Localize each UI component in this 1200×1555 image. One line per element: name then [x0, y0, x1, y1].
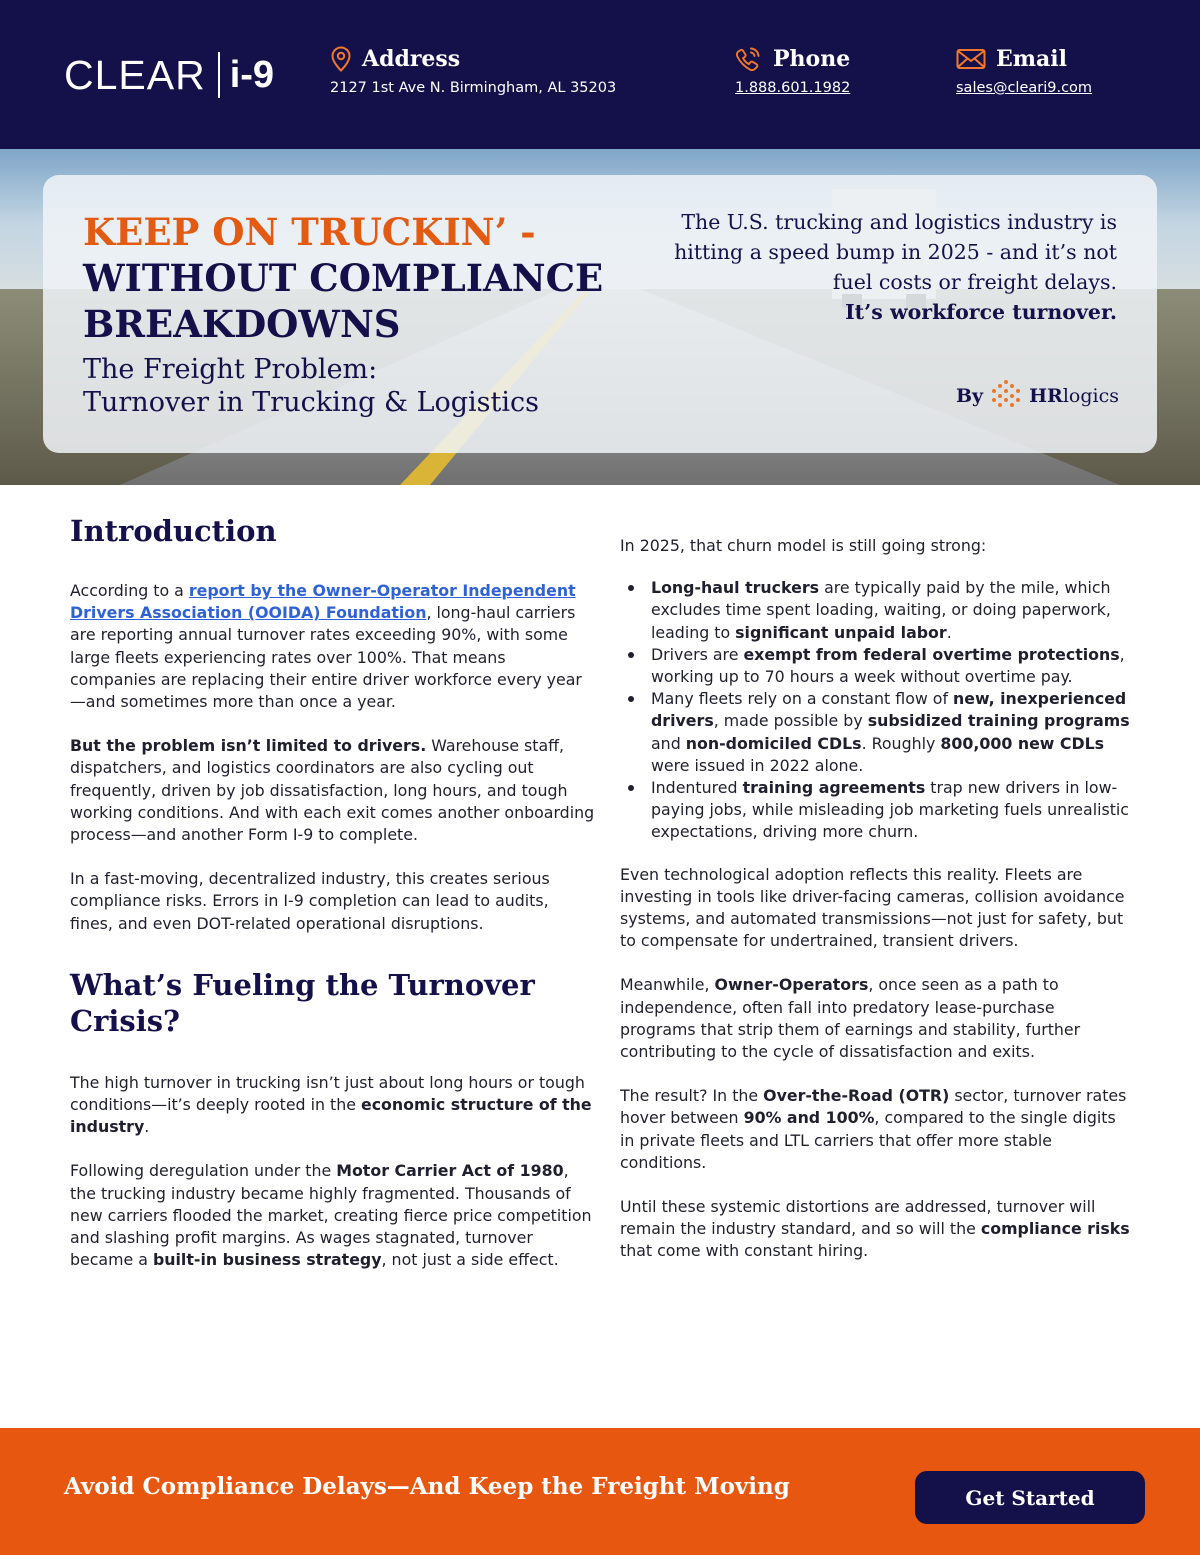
footer-bar [0, 1428, 1200, 1555]
address-title: Address [362, 46, 461, 72]
text: The high turnover in trucking isn’t just about long hours or tough conditions—it’s deeply rooted in the [70, 1072, 585, 1115]
text-bold: compliance risks [980, 1219, 1130, 1239]
list-item [620, 644, 1135, 688]
text: , once seen as a path to independence, often fall into predatory lease-purchase programs that strip them of earnings and stability, further contributing to the cycle of dissatisfaction and exits. [620, 975, 1081, 1062]
hero-title-accent: KEEP ON TRUCKIN’ - [83, 210, 536, 254]
list-item [620, 688, 1135, 777]
clear-i9-logo[interactable] [64, 50, 274, 100]
text: were issued in 2022 alone. [651, 755, 864, 775]
text: Following deregulation under the [70, 1161, 337, 1181]
fueling-paragraph-2 [70, 1160, 595, 1271]
envelope-icon [956, 48, 986, 70]
phone-link[interactable]: 1.888.601.1982 [735, 80, 851, 96]
text: Warehouse staff, dispatchers, and logistics coordinators are also cycling out frequently, driven by job dissatisfaction, long hours, and tough working conditions. And with each exit comes another onboarding process—and another Form I-9 to complete. [70, 736, 595, 845]
hero-intro-strong: It’s workforce turnover. [845, 300, 1117, 324]
hero-subtitle-line: Turnover in Trucking & Logistics [83, 387, 539, 418]
conclusion-paragraph [620, 1196, 1135, 1263]
logo-clear-text: CLEAR [64, 51, 206, 98]
text: , not just a side effect. [381, 1250, 559, 1270]
left-column [70, 513, 595, 1271]
logo-divider [218, 52, 220, 98]
hero-card [43, 175, 1157, 453]
phone-title: Phone [773, 46, 851, 72]
hero-subtitle-line: The Freight Problem: [83, 354, 378, 385]
text-bold: new, inexperienced drivers [651, 689, 1127, 731]
text: and [651, 733, 686, 753]
fueling-paragraph-1 [70, 1072, 595, 1139]
by-label: By [955, 385, 984, 407]
list-item [620, 577, 1135, 644]
hrlogics-rest: logics [1062, 385, 1119, 407]
right-column [620, 535, 1135, 1263]
intro-paragraph-1 [70, 580, 595, 713]
text-bold: Over-the-Road (OTR) [763, 1086, 950, 1106]
text: Meanwhile, [620, 975, 715, 995]
text: , long-haul carriers are reporting annual turnover rates exceeding 90%, with some large fleets experiencing rates over 100%. That means companies are replacing their entire driver workforce every year—and sometimes more than once a year. [70, 603, 582, 712]
text: . [144, 1117, 150, 1137]
churn-lead: In 2025, that churn model is still going strong: [620, 536, 987, 555]
owner-operators-paragraph [620, 974, 1135, 1063]
text-bold: significant unpaid labor [735, 622, 947, 642]
text-bold: economic structure of the industry [70, 1095, 592, 1137]
text-bold: Long-haul truckers [651, 578, 820, 598]
phone-icon [735, 46, 763, 72]
hero-subtitle [83, 353, 643, 419]
text: , compared to the single digits in private fleets and LTL carriers that offer more stable conditions. [620, 1108, 1116, 1172]
text: , made possible by [713, 711, 868, 731]
technology-paragraph: Even technological adoption reflects this reality. Fleets are investing in tools like driver-facing cameras, collision avoidance systems, and automated transmissions—not just for safety, but to compensate for undertrained, transient drivers. [620, 864, 1125, 951]
footer-tagline: Avoid Compliance Delays—And Keep the Freight Moving [64, 1473, 790, 1500]
text-bold: subsidized training programs [867, 711, 1130, 731]
header-bar [0, 0, 1200, 149]
hero-banner [0, 149, 1200, 485]
text: According to a [70, 581, 189, 600]
text: The result? In the [620, 1086, 764, 1106]
text: . Roughly [861, 733, 941, 753]
result-paragraph [620, 1085, 1135, 1174]
hero-intro-text: The U.S. trucking and logistics industry is hitting a speed bump in 2025 - and it’s not fuel costs or freight delays. [674, 210, 1117, 294]
text: that come with constant hiring. [620, 1241, 869, 1261]
email-link[interactable]: sales@cleari9.com [956, 80, 1093, 96]
contact-address [330, 44, 616, 96]
text: Indentured [651, 778, 743, 798]
email-title: Email [996, 46, 1068, 72]
hrlogics-logo-text [1029, 385, 1119, 407]
byline [956, 379, 1119, 413]
text: sector, turnover rates hover between [620, 1086, 1127, 1128]
contact-phone [735, 44, 850, 96]
text: Until these systemic distortions are addressed, turnover will remain the industry standard, and so will the [620, 1197, 1096, 1239]
text-bold: training agreements [742, 778, 926, 798]
text-bold: 800,000 new CDLs [940, 733, 1105, 753]
text: Many fleets rely on a constant flow of [651, 689, 954, 709]
text-bold: 90% and 100% [743, 1108, 875, 1128]
hrlogics-logo-icon [991, 379, 1021, 413]
list-item [620, 777, 1135, 844]
fueling-heading: What’s Fueling the Turnover Crisis? [70, 967, 535, 1038]
ooida-report-link[interactable]: report by the Owner-Operator Independent Drivers Association (OOIDA) Foundation [70, 581, 576, 623]
text-bold: built-in business strategy [152, 1250, 382, 1270]
text: , the trucking industry became highly fragmented. Thousands of new carriers flooded the market, creating fierce price competition and slashing profit margins. As wages stagnated, turnover became a [70, 1161, 592, 1270]
address-value: 2127 1st Ave N. Birmingham, AL 35203 [330, 80, 617, 96]
contact-email [956, 44, 1092, 96]
location-pin-icon [330, 46, 352, 72]
text: Drivers are [651, 644, 744, 664]
text: trap new drivers in low-paying jobs, while misleading job marketing fuels unrealistic expectations, driving more churn. [651, 778, 1129, 842]
hero-title-line: WITHOUT COMPLIANCE [83, 256, 604, 300]
hero-title-line: BREAKDOWNS [83, 302, 401, 346]
text: , working up to 70 hours a week without overtime pay. [651, 644, 1125, 687]
text-bold: Owner-Operators [714, 975, 869, 995]
text: are typically paid by the mile, which excludes time spent loading, waiting, or doing paperwork, leading to [651, 578, 1111, 642]
churn-list [620, 577, 1135, 843]
hrlogics-bold: HR [1029, 385, 1063, 407]
logo-i9-text: i-9 [229, 54, 275, 96]
intro-paragraph-2 [70, 735, 595, 846]
text-bold: non-domiciled CDLs [685, 733, 862, 753]
text: . [946, 622, 952, 642]
get-started-button[interactable]: Get Started [915, 1471, 1145, 1524]
text-bold: exempt from federal overtime protections [743, 644, 1120, 664]
text-bold: Motor Carrier Act of 1980 [336, 1161, 564, 1181]
hero-intro [647, 207, 1117, 327]
introduction-heading: Introduction [70, 514, 277, 548]
hero-title [83, 209, 643, 347]
text-bold: But the problem isn’t limited to drivers. [70, 736, 427, 756]
intro-paragraph-3: In a fast-moving, decentralized industry, this creates serious compliance risks. Errors in I-9 completion can lead to audits, fines, and even DOT-related operational disruptions. [70, 869, 550, 933]
